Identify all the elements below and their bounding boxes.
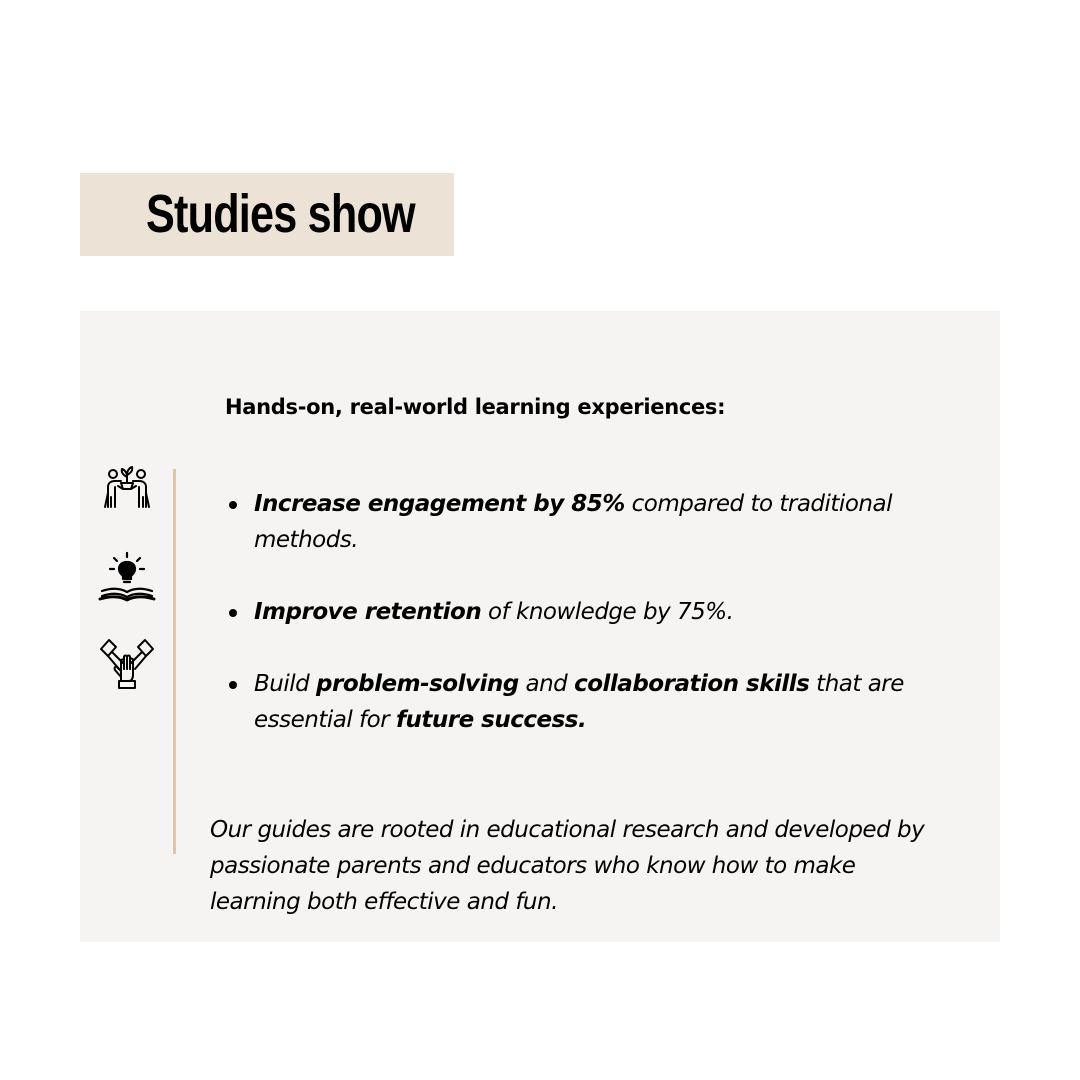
list-item: Improve retention of knowledge by 75%. (225, 594, 915, 630)
book-lightbulb-icon (97, 551, 157, 611)
people-plant-icon (97, 463, 157, 523)
hands-together-icon (97, 633, 157, 693)
vertical-divider (173, 469, 176, 854)
subheading: Hands-on, real-world learning experiences: (225, 395, 726, 419)
closing-paragraph: Our guides are rooted in educational research and developed by passionate parents and educators who know how to make learning both effective and fun. (210, 817, 925, 915)
list-item: Increase engagement by 85% compared to traditional methods. (225, 486, 915, 558)
content-card (80, 311, 1000, 942)
page-title: Studies show (146, 184, 415, 244)
benefits-list (225, 486, 915, 738)
title-banner (80, 173, 454, 256)
list-item: Build problem-solving and collaboration skills that are essential for future success. (225, 666, 915, 738)
